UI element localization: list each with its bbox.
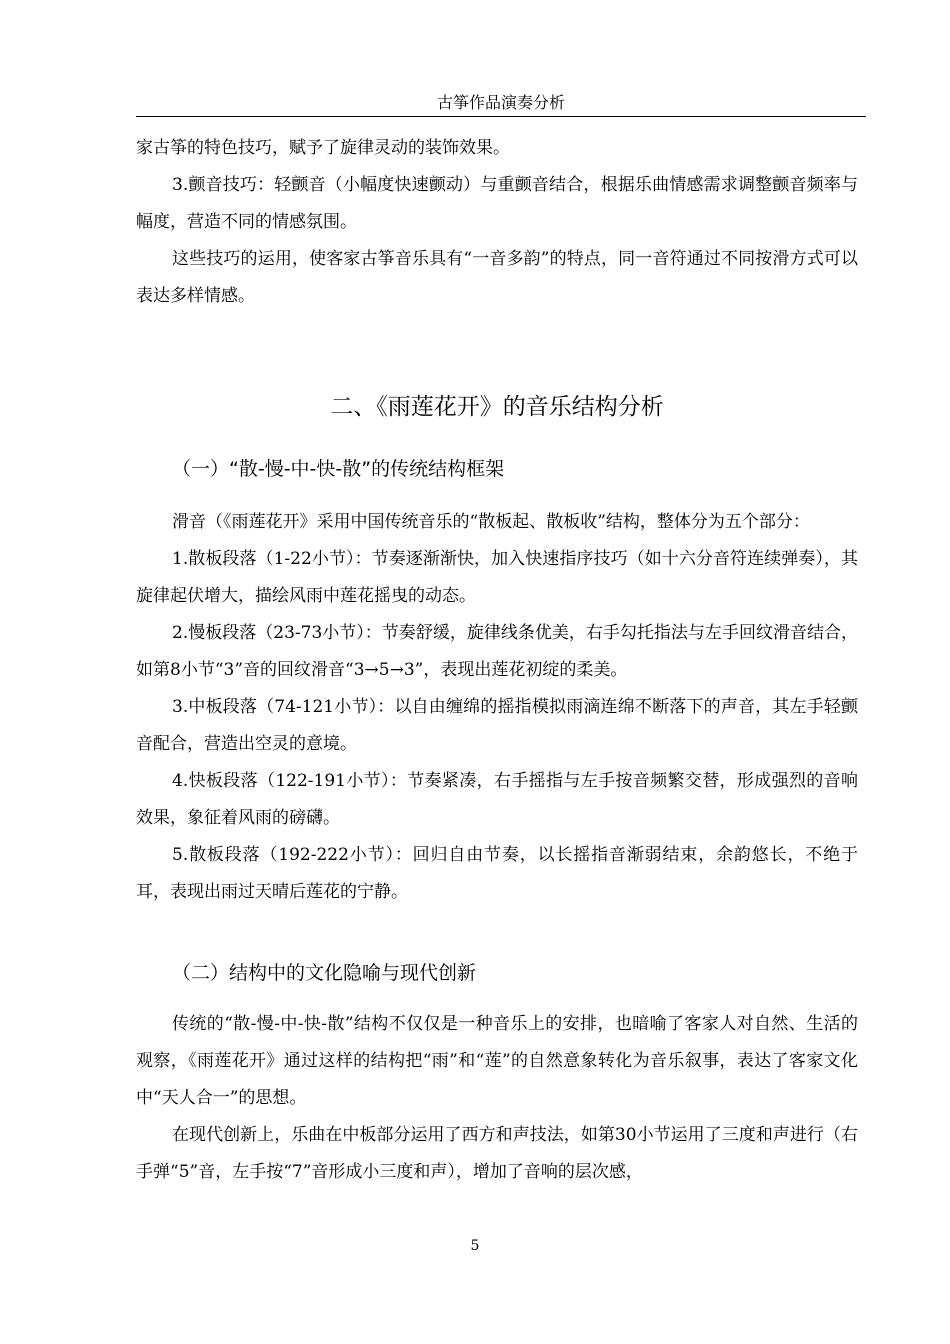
body-paragraph: 传统的“散-慢-中-快-散”结构不仅仅是一种音乐上的安排，也暗喻了客家人对自然、生活的观察，《雨莲花开》通过这样的结构把“雨”和“莲”的自然意象转化为音乐叙事，表达了客家文化中“天人合一”的思想。 [136, 1014, 858, 1108]
page-header [136, 92, 866, 117]
subsection-2-title: （二）结构中的文化隐喻与现代创新 [172, 962, 477, 984]
subsection-2-body [136, 1006, 858, 1191]
section-title: 二、《雨莲花开》的音乐结构分析 [330, 394, 664, 420]
intro-paragraph-3: 这些技巧的运用，使客家古筝音乐具有“一音多韵”的特点，同一音符通过不同按滑方式可以表达多样情感。 [136, 249, 858, 306]
intro-paragraph-2: 3.颤音技巧：轻颤音（小幅度快速颤动）与重颤音结合，根据乐曲情感需求调整颤音频率与幅度，营造不同的情感氛围。 [136, 175, 858, 232]
subsection-1-body [136, 504, 858, 911]
body-paragraph: 4.快板段落（122-191小节）：节奏紧凑，右手摇指与左手按音频繁交替，形成强烈的音响效果，象征着风雨的磅礴。 [136, 771, 858, 828]
header-title: 古筝作品演奏分析 [436, 93, 565, 112]
intro-paragraph-1: 家古筝的特色技巧，赋予了旋律灵动的装饰效果。 [136, 138, 510, 158]
body-paragraph: 3.中板段落（74-121小节）：以自由缠绵的摇指模拟雨滴连绵不断落下的声音，其左手轻颤音配合，营造出空灵的意境。 [136, 697, 858, 754]
body-paragraph: 在现代创新上，乐曲在中板部分运用了西方和声技法，如第30小节运用了三度和声进行（右手弹“5”音，左手按“7”音形成小三度和声），增加了音响的层次感， [136, 1125, 858, 1182]
body-paragraph: 2.慢板段落（23-73小节）：节奏舒缓，旋律线条优美，右手勾托指法与左手回纹滑音结合，如第8小节“3”音的回纹滑音“3→5→3”，表现出莲花初绽的柔美。 [136, 623, 858, 680]
intro-block [136, 130, 858, 315]
body-paragraph: 滑音（《雨莲花开》采用中国传统音乐的“散板起、散板收”结构，整体分为五个部分： [172, 512, 810, 532]
body-paragraph: 1.散板段落（1-22小节）：节奏逐渐渐快，加入快速指序技巧（如十六分音符连续弹奏），其旋律起伏增大，描绘风雨中莲花摇曳的动态。 [136, 549, 858, 606]
body-paragraph: 5.散板段落（192-222小节）：回归自由节奏，以长摇指音渐弱结束，余韵悠长，不绝于耳，表现出雨过天晴后莲花的宁静。 [136, 845, 858, 902]
page-number: 5 [470, 1238, 480, 1254]
subsection-1-title: （一）“散-慢-中-快-散”的传统结构框架 [172, 458, 505, 480]
